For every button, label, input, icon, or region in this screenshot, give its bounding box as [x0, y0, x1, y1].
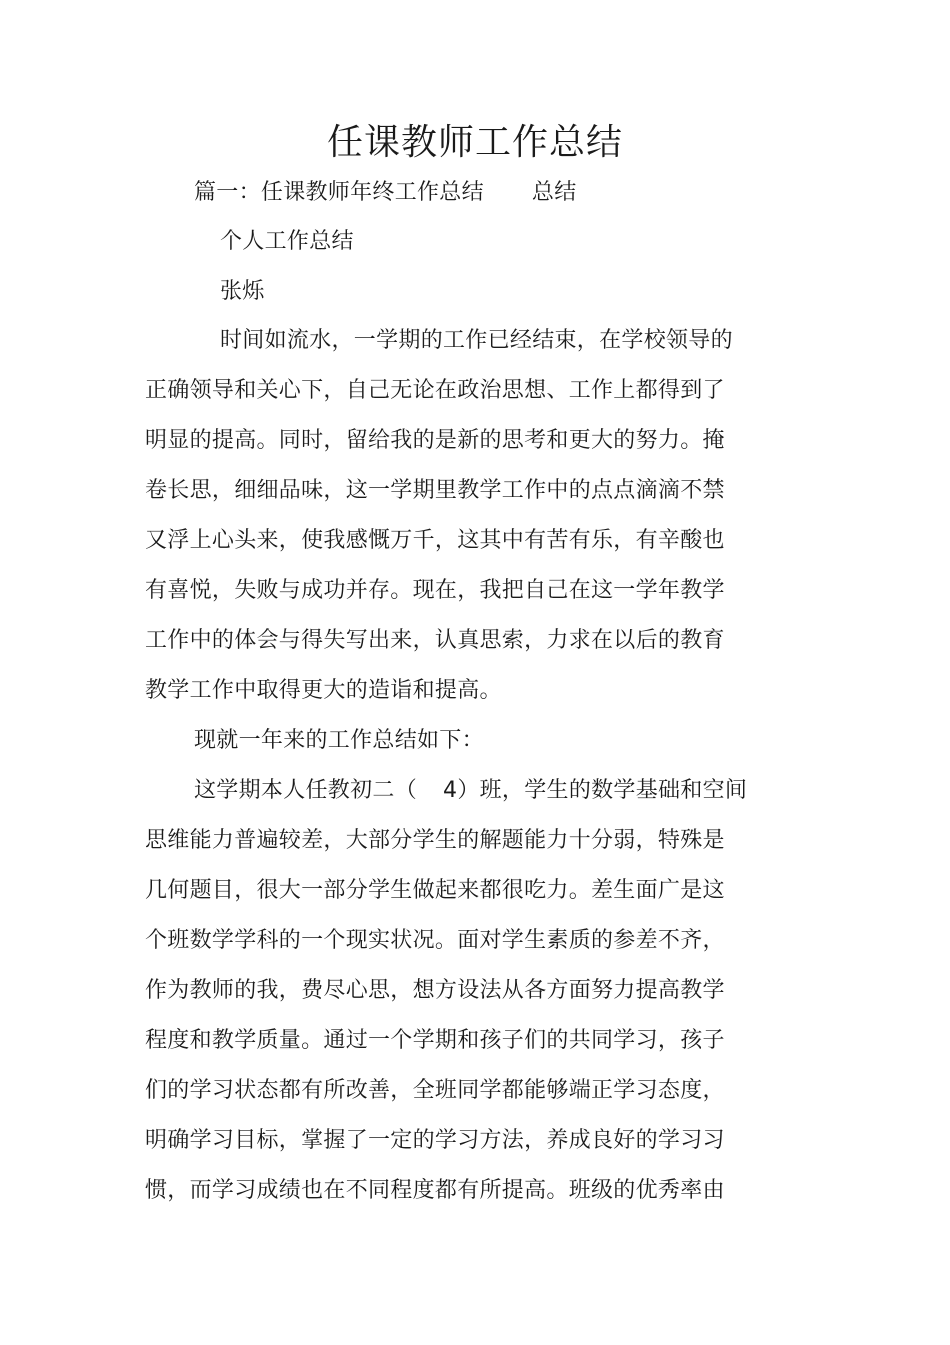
paragraph2-line: 作为教师的我，费尽心思，想方设法从各方面努力提高教学: [145, 978, 725, 1003]
paragraph1-line: 教学工作中取得更大的造诣和提高。: [145, 678, 502, 703]
paragraph2-first-part-b: 4）班，学生的数学基础和空间: [443, 778, 748, 803]
paragraph2-line: 惯，而学习成绩也在不同程度都有所提高。班级的优秀率由: [145, 1178, 725, 1203]
paragraph1-line: 正确领导和关心下，自己无论在政治思想、工作上都得到了: [145, 378, 725, 403]
paragraph2-line: 个班数学学科的一个现实状况。面对学生素质的参差不齐，: [145, 928, 725, 953]
paragraph1-line: 工作中的体会与得失写出来，认真思索，力求在以后的教育: [145, 628, 725, 653]
paragraph1-line: 时间如流水，一学期的工作已经结束，在学校领导的: [220, 328, 733, 353]
paragraph2-line: 思维能力普遍较差，大部分学生的解题能力十分弱，特殊是: [145, 828, 725, 853]
subtitle-line: [194, 178, 577, 208]
paragraph2-first-line: [194, 776, 747, 806]
paragraph2-first-part-a: 这学期本人任教初二（: [194, 778, 418, 803]
summary-intro: 现就一年来的工作总结如下：: [194, 728, 484, 753]
author-name: 张烁: [220, 279, 265, 304]
document-title: 任课教师工作总结: [326, 122, 623, 163]
paragraph2-line: 们的学习状态都有所改善，全班同学都能够端正学习态度，: [145, 1078, 725, 1103]
section-heading: 个人工作总结: [220, 229, 354, 254]
subtitle-left: 篇一：任课教师年终工作总结: [194, 180, 484, 205]
paragraph2-line: 程度和教学质量。通过一个学期和孩子们的共同学习，孩子: [145, 1028, 725, 1053]
paragraph2-line: 明确学习目标，掌握了一定的学习方法，养成良好的学习习: [145, 1128, 725, 1153]
paragraph1-line: 明显的提高。同时，留给我的是新的思考和更大的努力。掩: [145, 428, 725, 453]
paragraph1-line: 有喜悦，失败与成功并存。现在，我把自己在这一学年教学: [145, 578, 725, 603]
paragraph1-line: 又浮上心头来，使我感慨万千，这其中有苦有乐，有辛酸也: [145, 528, 725, 553]
subtitle-right: 总结: [531, 180, 577, 205]
paragraph2-line: 几何题目，很大一部分学生做起来都很吃力。差生面广是这: [145, 878, 725, 903]
paragraph1-line: 卷长思，细细品味，这一学期里教学工作中的点点滴滴不禁: [145, 478, 725, 503]
